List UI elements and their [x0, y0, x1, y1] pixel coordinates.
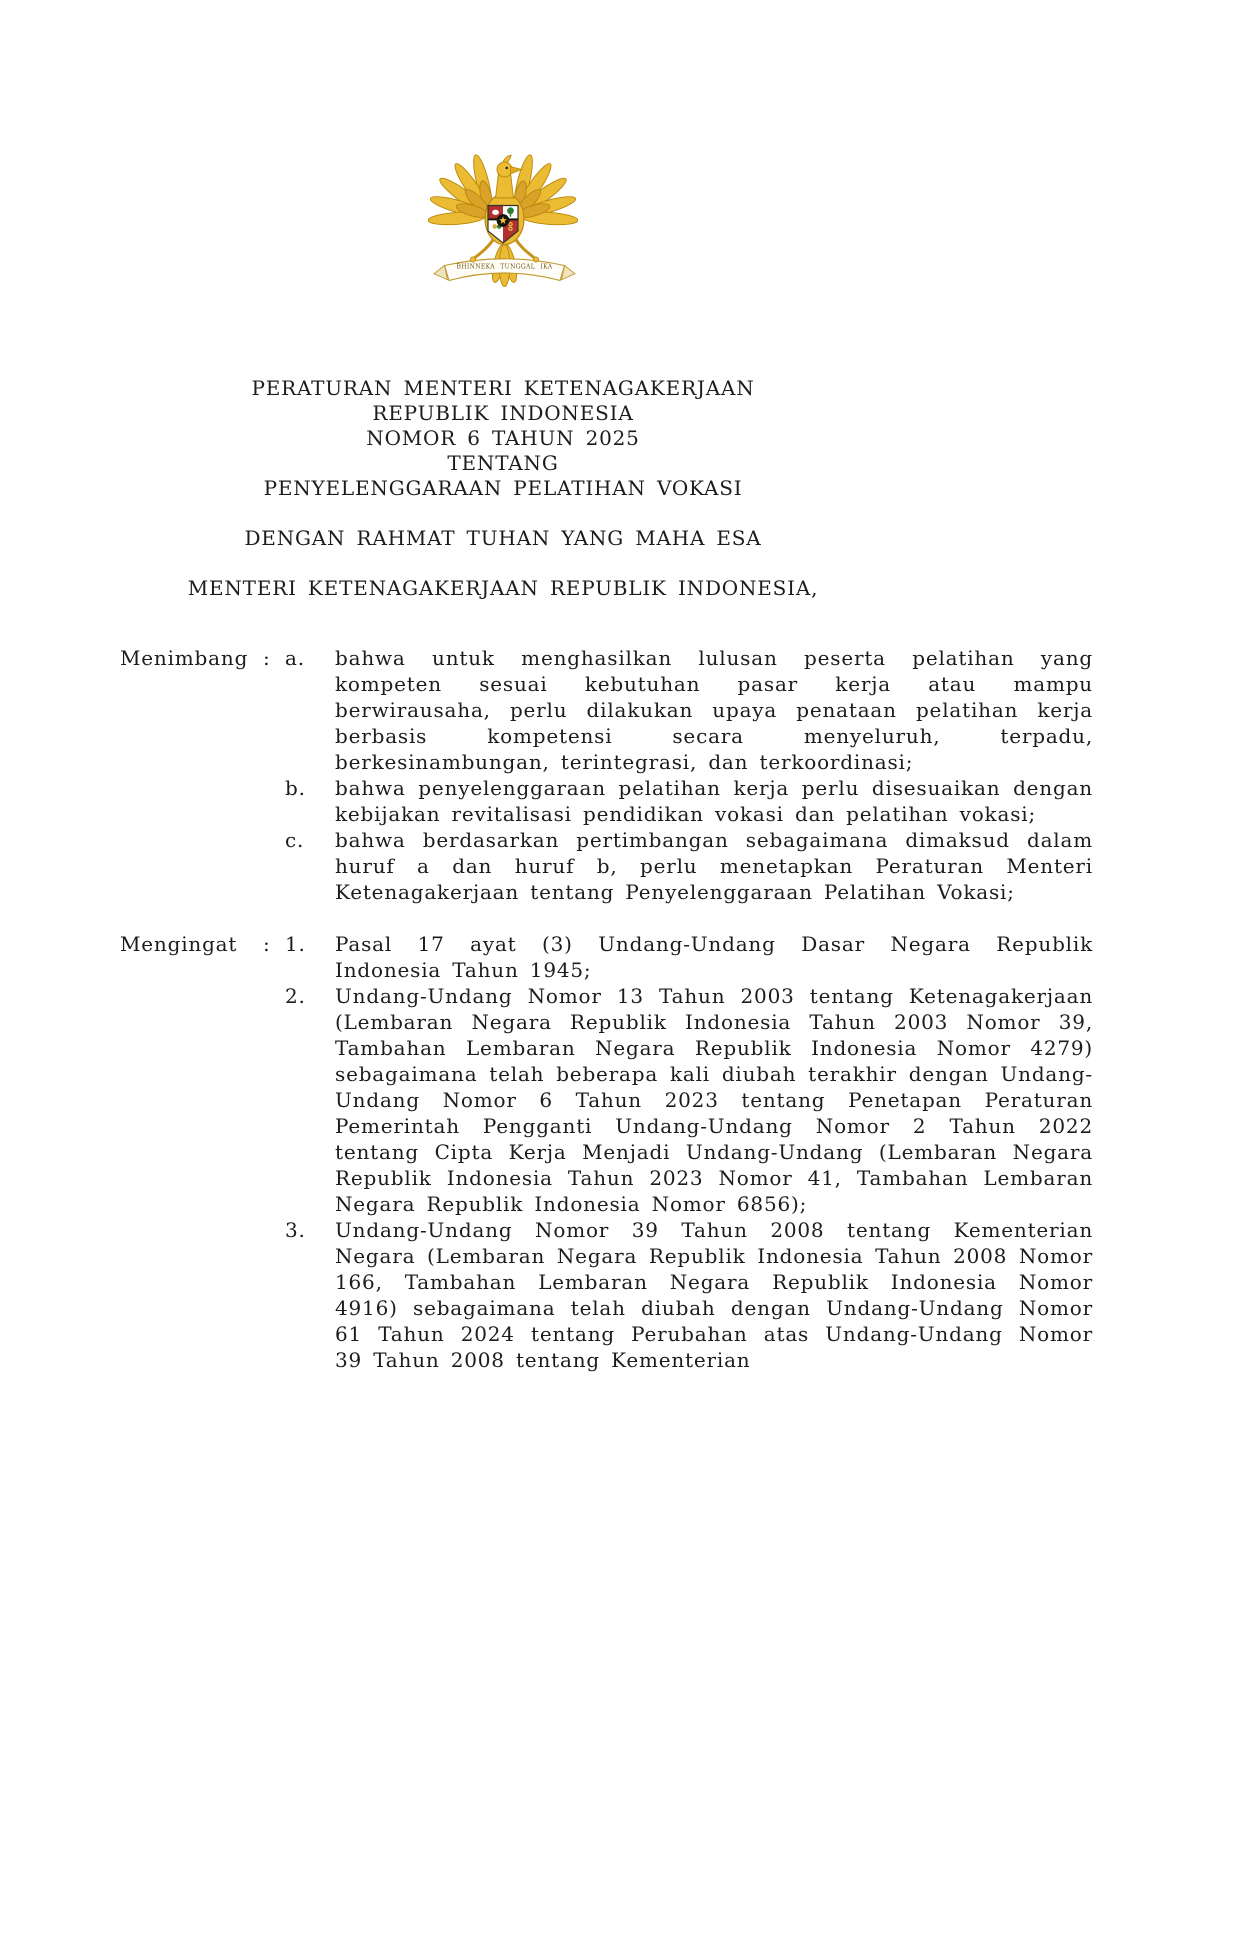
item-marker: a. [285, 646, 305, 670]
legal-basis-item-1 [285, 931, 1093, 983]
item-text: Pasal 17 ayat (3) Undang-Undang Dasar Negara Republik Indonesia Tahun 1945; [335, 932, 1093, 982]
title-line-1: PERATURAN MENTERI KETENAGAKERJAAN [251, 376, 755, 400]
title-line-2: REPUBLIK INDONESIA [372, 401, 634, 425]
document-title [120, 376, 886, 501]
item-text: bahwa penyelenggaraan pelatihan kerja perlu disesuaikan dengan kebijakan revitalisasi pendidikan vokasi dan pelatihan vokasi; [335, 776, 1093, 826]
section-items [285, 931, 1093, 1373]
title-line-3: NOMOR 6 TAHUN 2025 [366, 426, 640, 450]
consideration-item-c [285, 827, 1093, 905]
section-separator: : [263, 646, 271, 670]
item-marker: b. [285, 776, 306, 800]
invocation-line: DENGAN RAHMAT TUHAN YANG MAHA ESA [244, 526, 762, 550]
right-claw-icon [533, 257, 538, 262]
item-marker: 2. [285, 984, 306, 1008]
title-line-4: TENTANG [447, 451, 559, 475]
section-separator: : [263, 932, 271, 956]
authority-line: MENTERI KETENAGAKERJAAN REPUBLIK INDONESIA, [187, 576, 819, 600]
item-marker: 1. [285, 932, 306, 956]
section-mengingat [120, 931, 1093, 1373]
consideration-item-b [285, 775, 1093, 827]
item-text: bahwa berdasarkan pertimbangan sebagaimana dimaksud dalam huruf a dan huruf b, perlu menetapkan Peraturan Menteri Ketenagakerjaan tentang Penyelenggaraan Pelatihan Vokasi; [335, 828, 1093, 904]
motto-text: BHINNEKA TUNGGAL IKA [456, 263, 553, 271]
left-claw-icon [470, 257, 475, 262]
item-marker: 3. [285, 1218, 306, 1242]
legal-basis-item-2 [285, 983, 1093, 1217]
item-text: Undang-Undang Nomor 39 Tahun 2008 tentang Kementerian Negara (Lembaran Negara Republik Indonesia Tahun 2008 Nomor 166, Tambahan Lembaran Negara Republik Indonesia Nomor 4916) sebagaimana telah diubah dengan Undang-Undang Nomor 61 Tahun 2024 tentang Perubahan atas Undang-Undang Nomor 39 Tahun 2008 tentang Kementerian [335, 1218, 1093, 1372]
section-menimbang [120, 645, 1093, 905]
item-marker: c. [285, 828, 305, 852]
item-text: bahwa untuk menghasilkan lulusan peserta pelatihan yang kompeten sesuai kebutuhan pasar kerja atau mampu berwirausaha, perlu dilakukan upaya penataan pelatihan kerja berbasis kompetensi secara menyeluruh, terpadu, berkesinambungan, terintegrasi, dan terkoordinasi; [335, 646, 1093, 774]
document-head [120, 126, 886, 601]
item-text: Undang-Undang Nomor 13 Tahun 2003 tentang Ketenagakerjaan (Lembaran Negara Republik Indonesia Tahun 2003 Nomor 39, Tambahan Lembaran Negara Republik Indonesia Nomor 4279) sebagaimana telah beberapa kali diubah terakhir dengan Undang-Undang Nomor 6 Tahun 2023 tentang Penetapan Peraturan Pemerintah Pengganti Undang-Undang Nomor 2 Tahun 2022 tentang Cipta Kerja Menjadi Undang-Undang (Lembaran Negara Republik Indonesia Tahun 2023 Nomor 41, Tambahan Lembaran Negara Republik Indonesia Nomor 6856); [335, 984, 1093, 1216]
section-label: Menimbang [120, 646, 249, 670]
consideration-item-a [285, 645, 1093, 775]
garuda-pancasila-emblem [120, 126, 886, 312]
section-items [285, 645, 1093, 905]
legal-basis-item-3 [285, 1217, 1093, 1373]
section-label: Mengingat [120, 932, 238, 956]
title-line-5: PENYELENGGARAAN PELATIHAN VOKASI [263, 476, 743, 500]
document-body [120, 645, 1093, 1373]
